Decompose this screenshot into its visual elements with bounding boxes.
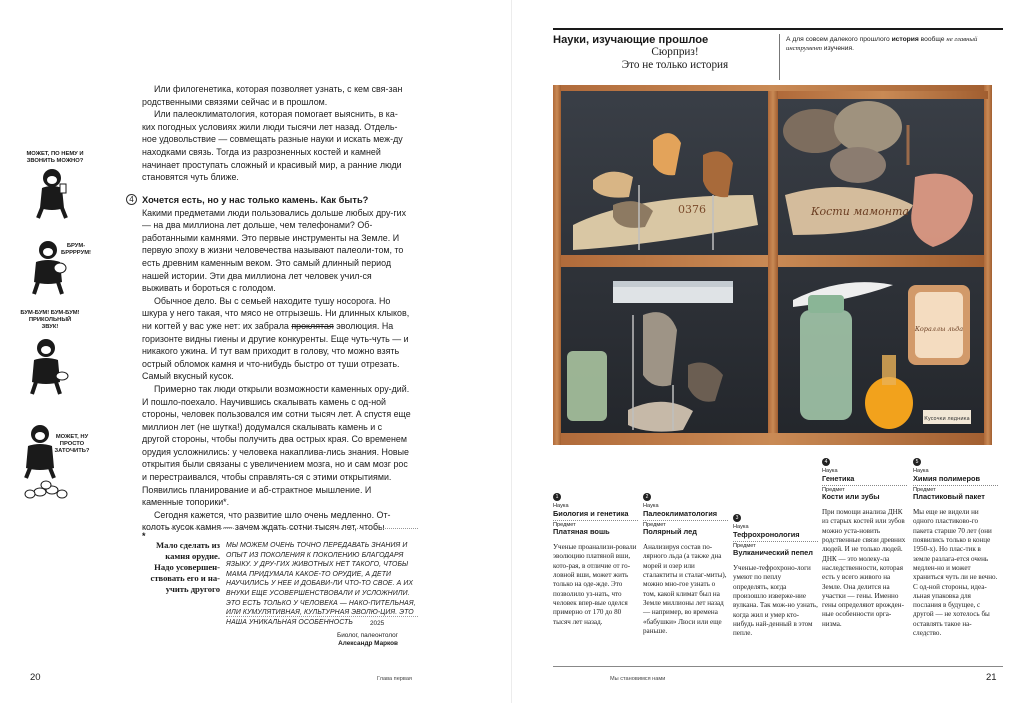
header-aside: А для совсем далекого прошлого история вообще не главный инструмент изучения. — [786, 36, 978, 52]
column-rule — [643, 520, 728, 521]
column-text: Анализируя состав по-лярного льда (а также дна морей и озер или сталактиты и сталаг-миты), можно мно-гое узнать о том, какой климат был на Земле миллионы лет назад — например, во времена «бабушки» Люси или еще раньше. — [643, 543, 727, 635]
running-head-right: Мы становимся нами — [610, 676, 666, 682]
monkey-hitting-illustration — [24, 336, 80, 396]
subtitle-2: Это не только история — [621, 59, 729, 71]
science-name: Биология и генетика — [553, 508, 629, 518]
subject-label: Предмет — [553, 521, 576, 528]
monkey-caption-1: МОЖЕТ, ПО НЕМУ И ЗВОНИТЬ МОЖНО? — [26, 151, 84, 164]
science-column-1 — [553, 493, 638, 627]
intro-text — [142, 83, 410, 184]
subject-name: Платяная вошь — [553, 527, 610, 537]
section-paragraph-4: Сегодня кажется, что развитие шло очень медленно. От-колоть кусок камня — зачем ждать сотни тысяч лет, чтобы — [142, 509, 391, 533]
science-label: Наука — [643, 503, 659, 509]
science-name: Палеоклиматология — [643, 508, 718, 518]
strikethrough-word: проклятая — [291, 320, 334, 331]
quote-lead: Мало сделать из камня орудие. Надо усовершен-ствовать его и на-учить другого — [150, 540, 220, 594]
science-label: Наука — [733, 524, 749, 530]
quote-top-rule — [142, 528, 418, 529]
science-column-3 — [733, 514, 818, 639]
subject-label: Предмет — [822, 486, 845, 493]
photo-bone-label: Кости мамонта — [811, 205, 909, 218]
subject-name: Полярный лед — [643, 527, 697, 537]
science-name: Генетика — [822, 473, 855, 483]
running-head-left: Глава первая — [377, 676, 412, 682]
science-column-4 — [822, 458, 907, 629]
quote-role: Биолог, палеонтолог — [337, 632, 398, 639]
section-heading: Хочется есть, но у нас только камень. Как быть? — [142, 195, 369, 205]
science-label: Наука — [913, 468, 929, 474]
quote-body: МЫ МОЖЕМ ОЧЕНЬ ТОЧНО ПЕРЕДАВАТЬ ЗНАНИЯ И ОПЫТ ИЗ ПОКОЛЕНИЯ К ПОКОЛЕНИЮ БЛАГОДАРЯ ЯЗЫКУ. У ДРУ-ГИХ ЖИВОТНЫХ НЕТ ТАКОГО, ЧТОБЫ МАМА ПРИДУМАЛА КАКОЕ-ТО ОРУДИЕ, А ДЕТИ НАУЧИЛИСЬ У НЕЕ И ДОБАВИ-ЛИ ЧТО-ТО СВОЕ. А ИХ ВНУКИ ЕЩЕ УСОВЕРШЕНСТВОВАЛИ И УСЛОЖНИЛИ. ЭТО ЕСТЬ ТОЛЬКО У ЧЕЛОВЕКА — НАКО-ПИТЕЛЬНАЯ, ИЛИ КУМУЛЯТИВНАЯ, КУЛЬТУРНАЯ ЭВОЛЮ-ЦИЯ. ЭТО НАША УНИКАЛЬНАЯ ОСОБЕННОСТЬ — [226, 542, 416, 626]
monkey-with-stones-illustration — [18, 422, 78, 500]
section-paragraph-3: Примерно так люди открыли возможности каменных ору-дий. И пошло-поехало. Научившись скалывать камень с од-ной стороны, человек пользовался им сотни тысяч лет. А спустя еще миллион лет (не шутка!) додумался скалывать камень и с другой стороны, чтобы получить два острых края. Со временем орудия усложнились: у человека накаплива-лись знания. Новые открытия были связаны с увеличением мозга, но и сам мозг рос и перестраивался, чтобы справлять-ся с этими открытиями. Появились планирование и аб-страктное мышление. И каменные топорики*. — [142, 383, 411, 508]
section-text — [142, 194, 412, 534]
photo-box-label: Кусочки ледника — [924, 416, 970, 422]
science-name: Химия полимеров — [913, 473, 981, 483]
page-number-left: 20 — [30, 672, 41, 683]
science-column-2 — [643, 493, 728, 636]
column-rule — [822, 485, 907, 486]
museum-shelf-photo — [553, 85, 992, 445]
subject-label: Предмет — [913, 486, 936, 493]
intro-paragraph-2: Или палеоклиматология, которая помогает выяснить, в ка-ких погодных условиях жили люди тысячи лет назад. Отдель-ное удовольствие — совмещать разные науки и искать меж-ду находками связь. Тогда из разрозненных костей и камней начинает проступать сложный и красивый мир, а ранние люди становятся чуть ближе. — [142, 109, 403, 183]
monkey-caption-3: БУМ-БУМ! БУМ-БУМ! ПРИКОЛЬНЫЙ ЗВУК! — [20, 310, 80, 330]
page-number-right: 21 — [986, 672, 997, 683]
photo-frame-label: Кораллы льда — [914, 325, 964, 333]
footer-rule — [553, 666, 1003, 667]
column-number: 3 — [733, 514, 741, 522]
science-label: Наука — [553, 503, 569, 509]
column-rule — [913, 485, 998, 486]
column-text: При помощи анализа ДНК из старых костей или зубов можно уста-новить родственные связи древних людей. И не только людей. ДНК — это молеку-ла наследственности, которая есть у всего живого на Земле. Она делится на участки — гены. Именно гены определяют врожден-ные особенности орга-низма. — [822, 508, 906, 628]
quote-marker: * — [142, 531, 146, 541]
monkey-with-stone-illustration — [28, 238, 82, 296]
quote-attribution — [300, 632, 398, 648]
science-label: Наука — [822, 468, 838, 474]
page-title: Науки, изучающие прошлое — [553, 34, 709, 46]
monkey-caption-2: БРУМ-БРРРРУМ! — [61, 243, 91, 256]
monkey-with-phone-illustration — [30, 166, 82, 220]
subject-name: Кости или зубы — [822, 492, 880, 502]
subject-name: Пластиковый пакет — [913, 492, 985, 502]
column-number: 1 — [553, 493, 561, 501]
intro-paragraph-1: Или филогенетика, которая позволяет узнать, с кем свя-зан родственными связями сейчас и в прошлом. — [142, 84, 403, 107]
column-number: 4 — [822, 458, 830, 466]
section-number: 4 — [126, 194, 137, 205]
column-number: 5 — [913, 458, 921, 466]
subject-name: Вулканический пепел — [733, 548, 813, 558]
science-column-5 — [913, 458, 998, 638]
quote-year: 2025 — [370, 620, 385, 627]
header-rule — [553, 28, 1003, 30]
column-text: Ученые-тефрохроно-логи умеют по пеплу определять, когда произошло изверже-ние вулкана. Так мож-но узнать, когда жил и умер кто-нибудь най-денный в этом пепле. — [733, 564, 818, 638]
column-rule — [733, 541, 818, 542]
science-name: Тефрохронология — [733, 529, 800, 539]
quote-author: Александр Марков — [338, 640, 398, 647]
section-paragraph-2: Обычное дело. Вы с семьей находите тушу носорога. Но шкура у него такая, что мясо не отгрызешь. Ни длинных клыков, ни когтей у вас уже нет: их забрала проклятая эволюция. На горизонте видны гиены и другие конкуренты. Еще чуть-чуть — и никакого ужина. И тут вам приходит в голову, что можно взять острый обломок камня и что-нибудь быстро от туши отрезать. Самый вкусный кусок. — [142, 295, 410, 382]
photo-tag: 0376 — [678, 203, 706, 216]
subtitle-1: Сюрприз! — [651, 46, 699, 58]
section-paragraph-1: Какими предметами люди пользовались дольше любых дру-гих — на два миллиона лет дольше, чем телефонами? Об-работанными камнями. Это первые инструменты на Земле. И первую эпоху в жизни человечества называют палеоли-том, то есть древним каменным веком. Это самый длинный период нашей истории. Эти два миллиона лет человек учил-ся выживать и бороться с голодом. — [142, 207, 407, 294]
subject-label: Предмет — [643, 521, 666, 528]
column-text: Мы еще не видели ни одного пластиково-го пакета старше 70 лет (они появились только в конце 1950-х). Но плас-тик в земле разлага-ется очень медлен-но и может храниться чуть ли не вечно. С од-ной стороны, идеа-льная упаковка для послания в будущее, с другой — не хотелось бы оставлять такое на-следство. — [913, 508, 998, 638]
monkey-caption-4: МОЖЕТ, НУ ПРОСТО ЗАТОЧИТЬ? — [54, 434, 90, 454]
column-text: Ученые проанализи-ровали эволюцию платяной вши, кото-рая, в отличие от го-ловной вши, может жить только на оде-жде. Это позволило уз-нать, что человек впер-вые оделся примерно от 170 до 80 тысяч лет назад. — [553, 543, 637, 626]
column-rule — [553, 520, 638, 521]
header-divider — [779, 34, 780, 80]
quote-bottom-rule — [226, 616, 418, 617]
subject-label: Предмет — [733, 542, 756, 549]
column-number: 2 — [643, 493, 651, 501]
